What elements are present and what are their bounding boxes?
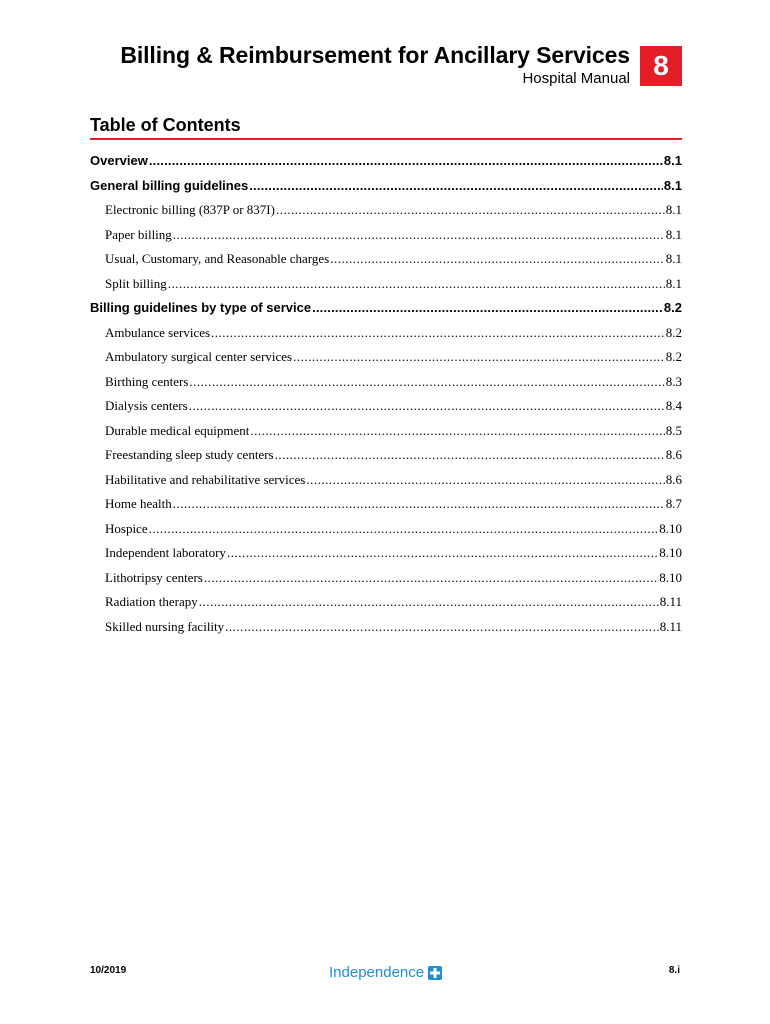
toc-dot-leader bbox=[306, 472, 664, 488]
toc-entry-label: Radiation therapy bbox=[105, 594, 198, 609]
toc-dot-leader bbox=[189, 374, 664, 390]
toc-entry-page: 8.2 bbox=[665, 324, 682, 340]
toc-entry-page: 8.1 bbox=[663, 153, 682, 168]
toc-entry-label: Split billing bbox=[105, 275, 167, 291]
toc-entry-label: Birthing centers bbox=[105, 373, 189, 389]
toc-subsection-entry[interactable] bbox=[90, 496, 682, 521]
toc-subsection-entry[interactable] bbox=[90, 619, 682, 644]
toc-entry-page: 8.11 bbox=[659, 618, 682, 634]
toc-dot-leader bbox=[211, 325, 665, 341]
toc-entry-label: Skilled nursing facility bbox=[105, 618, 225, 634]
toc-entry-page: 8.4 bbox=[665, 398, 682, 413]
footer-page-number: 8.i bbox=[668, 965, 680, 976]
toc-entry-page: 8.3 bbox=[665, 373, 682, 389]
toc-entry-label: Home health bbox=[105, 496, 172, 511]
toc-subsection-entry[interactable] bbox=[90, 251, 682, 276]
toc-entry-page: 8.10 bbox=[659, 520, 682, 536]
toc-entry-label: Dialysis centers bbox=[105, 398, 188, 413]
toc-entry-label: Lithotripsy centers bbox=[105, 569, 203, 585]
toc-entry-page: 8.6 bbox=[665, 447, 682, 462]
toc-dot-leader bbox=[330, 251, 665, 267]
toc-entry-page: 8.1 bbox=[665, 226, 682, 242]
toc-entry-label: Billing guidelines by type of service bbox=[90, 300, 312, 315]
toc-entry-label: Ambulatory surgical center services bbox=[105, 349, 293, 364]
toc-subsection-entry[interactable] bbox=[90, 398, 682, 423]
toc-subsection-entry[interactable] bbox=[90, 325, 682, 350]
toc-entry-page: 8.10 bbox=[659, 569, 682, 585]
document-subtitle: Hospital Manual bbox=[522, 70, 630, 87]
toc-entry-label: Usual, Customary, and Reasonable charges bbox=[105, 251, 330, 266]
toc-dot-leader bbox=[312, 300, 663, 315]
toc-heading: Table of Contents bbox=[90, 115, 241, 135]
toc-dot-leader bbox=[189, 398, 665, 414]
toc-entry-page: 8.2 bbox=[663, 300, 682, 315]
toc-entry-label: General billing guidelines bbox=[90, 177, 249, 193]
toc-entry-label: Habilitative and rehabilitative services bbox=[105, 471, 306, 487]
toc-divider bbox=[90, 138, 682, 140]
toc-subsection-entry[interactable] bbox=[90, 594, 682, 619]
document-header bbox=[90, 40, 682, 88]
toc-entry-page: 8.1 bbox=[663, 177, 682, 193]
toc-entry-label: Hospice bbox=[105, 520, 148, 536]
toc-dot-leader bbox=[249, 178, 663, 193]
toc-dot-leader bbox=[149, 153, 663, 168]
cross-shield-icon bbox=[428, 966, 442, 980]
toc-entry-page: 8.6 bbox=[665, 471, 682, 487]
toc-dot-leader bbox=[199, 594, 659, 610]
toc-section-entry[interactable] bbox=[90, 153, 682, 178]
table-of-contents bbox=[90, 153, 682, 643]
toc-entry-page: 8.1 bbox=[665, 202, 682, 217]
toc-subsection-entry[interactable] bbox=[90, 545, 682, 570]
toc-section-entry[interactable] bbox=[90, 300, 682, 325]
toc-dot-leader bbox=[173, 227, 665, 243]
toc-entry-label: Overview bbox=[90, 153, 148, 168]
footer-date: 10/2019 bbox=[90, 965, 127, 976]
toc-dot-leader bbox=[225, 619, 659, 635]
toc-dot-leader bbox=[250, 423, 664, 439]
toc-entry-page: 8.7 bbox=[665, 496, 682, 511]
toc-section-entry[interactable] bbox=[90, 178, 682, 203]
toc-entry-label: Durable medical equipment bbox=[105, 422, 250, 438]
toc-entry-label: Freestanding sleep study centers bbox=[105, 447, 274, 462]
toc-subsection-entry[interactable] bbox=[90, 570, 682, 595]
toc-subsection-entry[interactable] bbox=[90, 447, 682, 472]
toc-subsection-entry[interactable] bbox=[90, 349, 682, 374]
toc-dot-leader bbox=[173, 496, 665, 512]
toc-entry-label: Ambulance services bbox=[105, 324, 211, 340]
toc-subsection-entry[interactable] bbox=[90, 472, 682, 497]
toc-entry-label: Electronic billing (837P or 837I) bbox=[105, 202, 275, 217]
independence-logo bbox=[329, 964, 442, 981]
toc-entry-page: 8.1 bbox=[665, 275, 682, 291]
toc-dot-leader bbox=[149, 521, 659, 537]
toc-subsection-entry[interactable] bbox=[90, 423, 682, 448]
toc-dot-leader bbox=[168, 276, 665, 292]
toc-entry-label: Paper billing bbox=[105, 226, 172, 242]
toc-subsection-entry[interactable] bbox=[90, 374, 682, 399]
toc-dot-leader bbox=[293, 349, 665, 365]
toc-subsection-entry[interactable] bbox=[90, 276, 682, 301]
toc-entry-page: 8.11 bbox=[659, 594, 682, 609]
toc-dot-leader bbox=[227, 545, 658, 561]
toc-entry-page: 8.10 bbox=[659, 545, 682, 560]
toc-entry-page: 8.5 bbox=[665, 422, 682, 438]
toc-dot-leader bbox=[276, 202, 665, 218]
toc-subsection-entry[interactable] bbox=[90, 521, 682, 546]
toc-entry-label: Independent laboratory bbox=[105, 545, 226, 560]
chapter-badge: 8 bbox=[640, 46, 682, 86]
toc-subsection-entry[interactable] bbox=[90, 227, 682, 252]
toc-subsection-entry[interactable] bbox=[90, 202, 682, 227]
toc-dot-leader bbox=[204, 570, 658, 586]
document-title: Billing & Reimbursement for Ancillary Services bbox=[120, 42, 630, 68]
logo-wordmark: Independence bbox=[329, 964, 425, 981]
toc-dot-leader bbox=[275, 447, 665, 463]
toc-entry-page: 8.2 bbox=[665, 349, 682, 364]
toc-entry-page: 8.1 bbox=[665, 251, 682, 266]
